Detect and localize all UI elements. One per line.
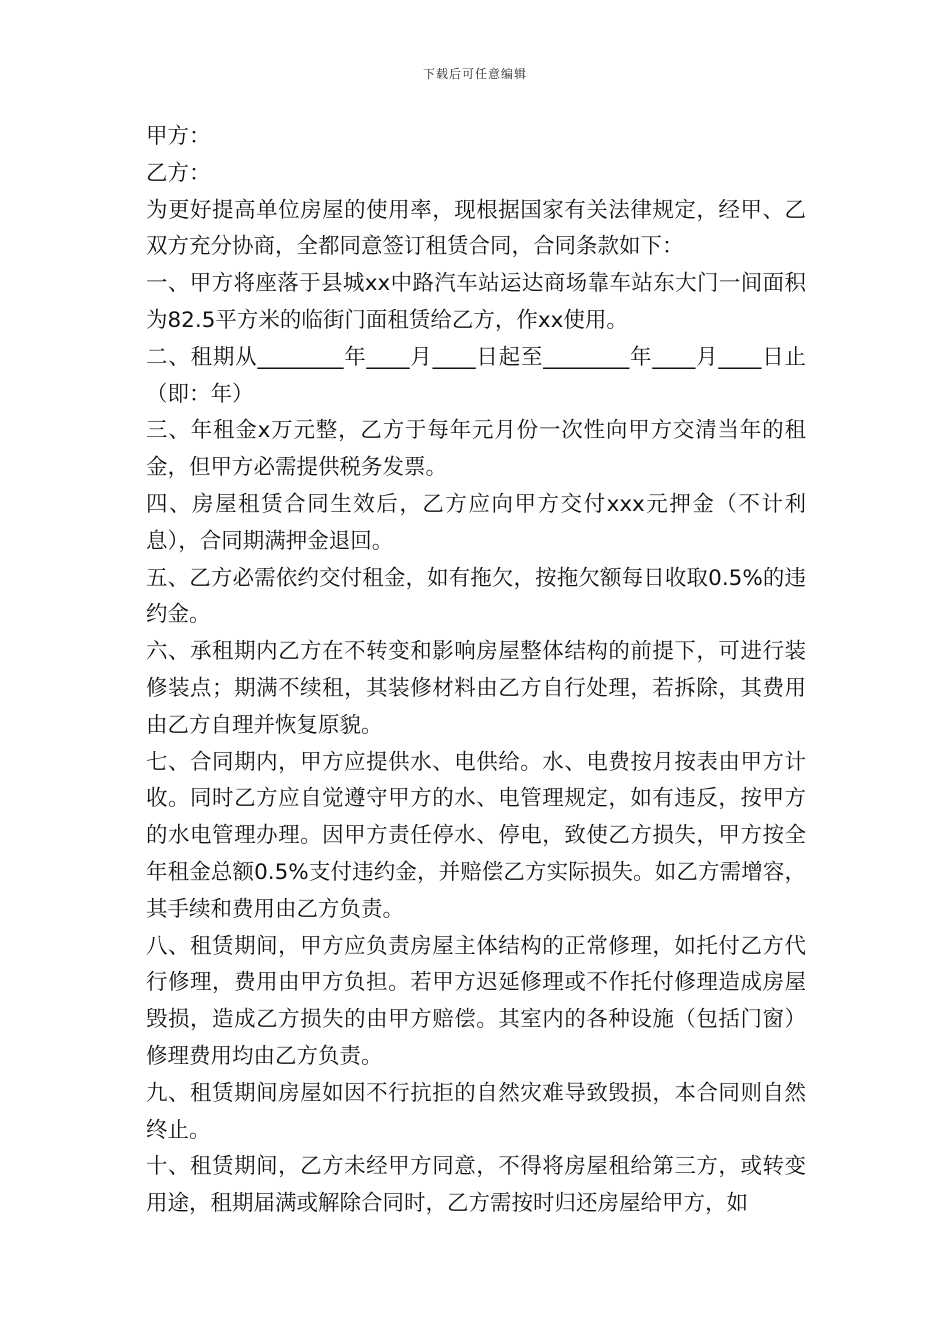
clause-1: 一、甲方将座落于县城xx中路汽车站运达商场靠车站东大门一间面积为82.5平方米的临街门面租赁给乙方，作xx使用。: [146, 271, 806, 333]
contract-body: [146, 119, 806, 1223]
clause-6: 六、承租期内乙方在不转变和影响房屋整体结构的前提下，可进行装修装点；期满不续租，其装修材料由乙方自行处理，若拆除，其费用由乙方自理并恢复原貌。: [146, 639, 806, 738]
clause-3: 三、年租金x万元整，乙方于每年元月份一次性向甲方交清当年的租金，但甲方必需提供税务发票。: [146, 418, 806, 481]
clause-4: 四、房屋租赁合同生效后，乙方应向甲方交付xxx元押金（不计利息），合同期满押金退回。: [146, 491, 806, 554]
party-a-line: 甲方：: [146, 124, 211, 149]
intro-paragraph: 为更好提高单位房屋的使用率，现根据国家有关法律规定，经甲、乙双方充分协商，全都同意签订租赁合同，合同条款如下：: [146, 197, 806, 260]
page-header-note: 下载后可任意编辑: [422, 67, 527, 81]
clause-10: 十、租赁期间，乙方未经甲方同意，不得将房屋租给第三方，或转变用途，租期届满或解除合同时，乙方需按时归还房屋给甲方，如: [146, 1154, 806, 1217]
clause-9: 九、租赁期间房屋如因不行抗拒的自然灾难导致毁损，本合同则自然终止。: [146, 1080, 806, 1143]
clause-2: 二、租期从________年____月____日起至________年____月____日止（即：年）: [146, 344, 806, 407]
party-b-line: 乙方：: [146, 160, 211, 186]
clause-7: 七、合同期内，甲方应提供水、电供给。水、电费按月按表由甲方计收。同时乙方应自觉遵守甲方的水、电管理规定，如有违反，按甲方的水电管理办理。因甲方责任停水、停电，致使乙方损失，甲方按全年租金总额0.5%支付违约金，并赔偿乙方实际损失。如乙方需增容，其手续和费用由乙方负责。: [146, 749, 806, 922]
clause-8: 八、租赁期间，甲方应负责房屋主体结构的正常修理，如托付乙方代行修理，费用由甲方负担。若甲方迟延修理或不作托付修理造成房屋毁损，造成乙方损失的由甲方赔偿。其室内的各种设施（包括门窗）修理费用均由乙方负责。: [146, 933, 806, 1069]
clause-5: 五、乙方必需依约交付租金，如有拖欠，按拖欠额每日收取0.5%的违约金。: [146, 565, 806, 628]
